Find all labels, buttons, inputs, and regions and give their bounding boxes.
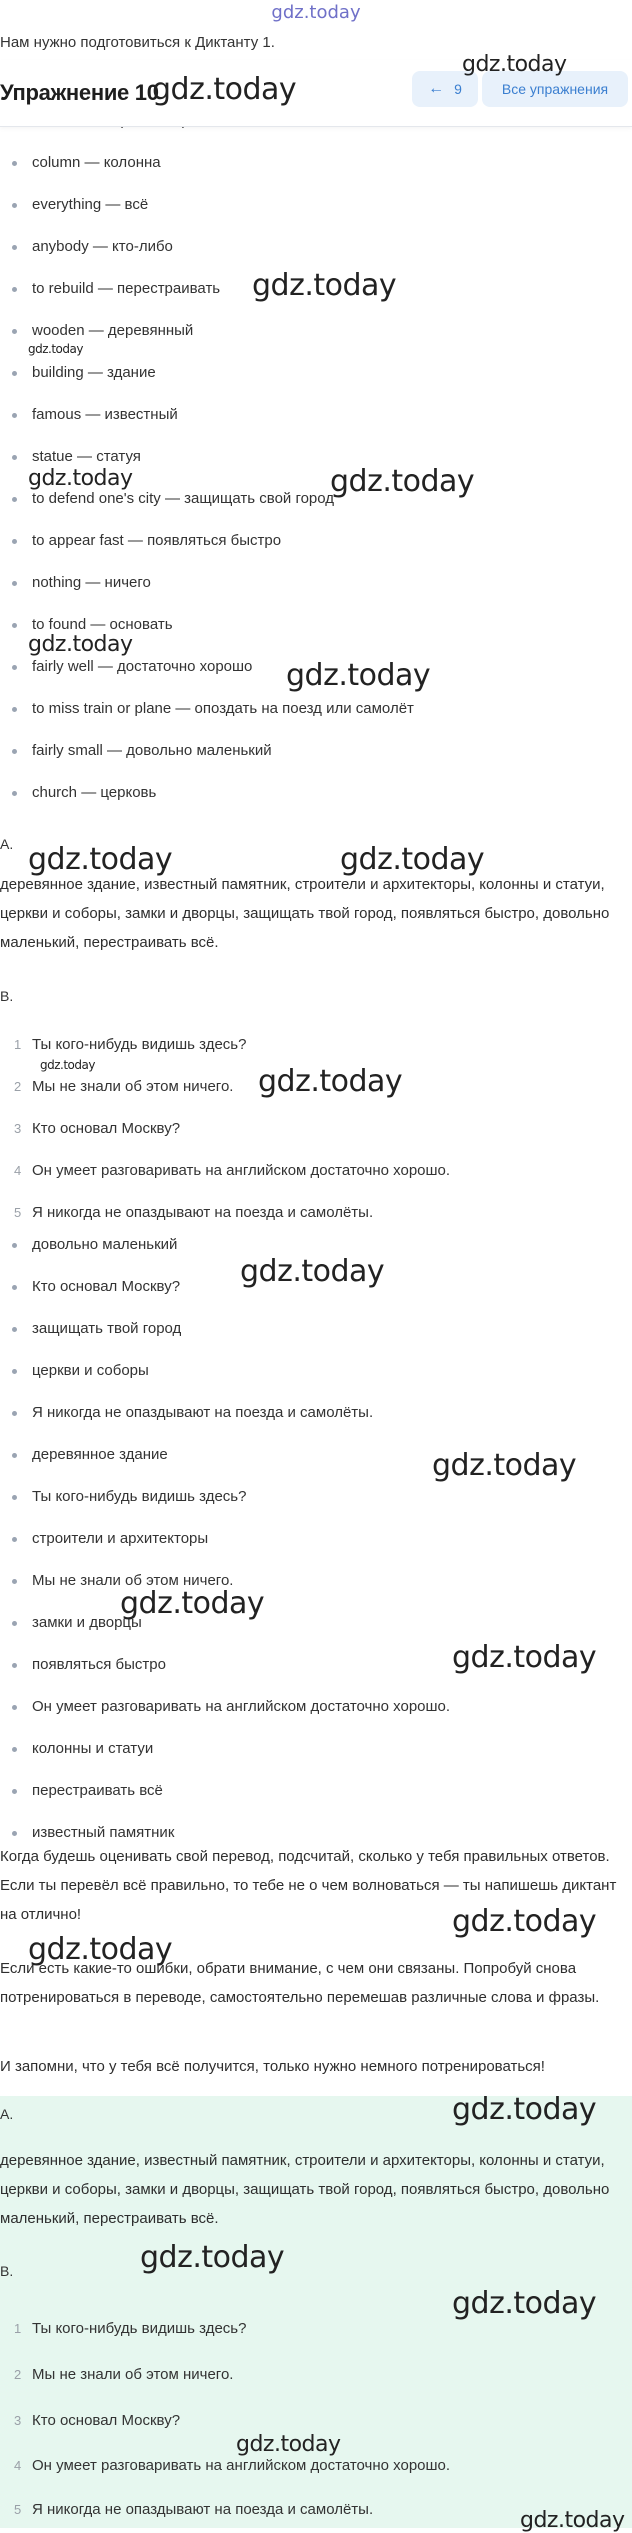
mixed-text: церкви и соборы — [32, 1362, 149, 1379]
mixed-text: Он умеет разговаривать на английском достаточно хорошо. — [32, 1698, 451, 1715]
bullet-dot — [12, 1243, 17, 1248]
vocab-text: to found — основать — [32, 616, 173, 633]
bullet-dot — [12, 1747, 17, 1752]
answer-sentence-number: 5 — [14, 2502, 22, 2517]
mixed-text: защищать твой город — [32, 1320, 182, 1337]
sentence-item — [14, 1078, 233, 1095]
watermark: gdz.today — [28, 1932, 173, 1967]
vocab-text: building — здание — [32, 364, 156, 381]
mixed-text: замки и дворцы — [32, 1614, 142, 1631]
sentence-number: 2 — [14, 1079, 22, 1094]
answer-sentence-number: 4 — [14, 2458, 22, 2473]
vocab-item — [14, 280, 220, 297]
vocab-text: famous — известный — [32, 406, 178, 423]
sentence-text: Мы не знали об этом ничего. — [32, 1078, 234, 1095]
bullet-dot — [12, 707, 17, 712]
vocab-item — [14, 364, 156, 381]
bullet-dot — [12, 1789, 17, 1794]
page-title: Упражнение 10 — [0, 80, 159, 105]
bullet-dot — [12, 1411, 17, 1416]
bullet-dot — [12, 245, 17, 250]
mixed-text: перестраивать всё — [32, 1782, 163, 1799]
vocab-text: statue — статуя — [32, 448, 141, 465]
answer-a-text: деревянное здание, известный памятник, строители и архитекторы, колонны и статуи, церкви и соборы, замки и дворцы, защищать твой город, появляться быстро, довольно маленький, перестраивать всё. — [0, 2152, 610, 2227]
bullet-dot — [12, 455, 17, 460]
sentence-text: Ты кого-нибудь видишь здесь? — [32, 1036, 247, 1053]
answer-sentence-text: Мы не знали об этом ничего. — [32, 2366, 234, 2383]
section-a-text: деревянное здание, известный памятник, строители и архитекторы, колонны и статуи, церкви и соборы, замки и дворцы, защищать твой город, появляться быстро, довольно маленький, перестраивать всё. — [0, 876, 610, 951]
answer-sentence-item — [14, 2320, 246, 2337]
tip-evaluate: Когда будешь оценивать свой перевод, подсчитай, сколько у тебя правильных ответов. Если ты перевёл всё правильно, то тебе не о чем волноваться — ты напишешь диктант на отлично! — [0, 1848, 617, 1923]
vocab-text: to miss train or plane — опоздать на поезд или самолёт — [32, 700, 414, 717]
watermark: gdz.today — [28, 842, 173, 877]
bullet-dot — [12, 371, 17, 376]
vocab-item — [14, 532, 281, 549]
watermark: gdz.today — [452, 2286, 597, 2321]
vocab-text: church — церковь — [32, 784, 157, 801]
sentence-number: 1 — [14, 1037, 22, 1052]
answer-sentence-item — [14, 2501, 373, 2518]
site-logo[interactable]: gdz.today — [271, 2, 361, 23]
mixed-item — [14, 1404, 373, 1421]
sentence-number: 3 — [14, 1121, 22, 1136]
watermark: gdz.today — [152, 72, 297, 107]
bullet-dot — [12, 623, 17, 628]
bullet-dot — [12, 329, 17, 334]
watermark: gdz.today — [452, 1904, 597, 1939]
answer-sentence-text: Он умеет разговаривать на английском достаточно хорошо. — [32, 2457, 451, 2474]
prev-exercise-number: 9 — [454, 81, 462, 97]
all-exercises-button[interactable]: Все упражнения — [482, 71, 628, 107]
answer-sentence-text: Ты кого-нибудь видишь здесь? — [32, 2320, 247, 2337]
watermark: gdz.today — [28, 466, 133, 491]
bullet-dot — [12, 161, 17, 166]
mixed-item — [14, 1362, 149, 1379]
bullet-dot — [12, 665, 17, 670]
vocab-item — [14, 574, 151, 591]
mixed-text: известный памятник — [32, 1824, 175, 1841]
vocab-item — [14, 784, 156, 801]
watermark: gdz.today — [258, 1064, 403, 1099]
watermark: gdz.today — [120, 1586, 265, 1621]
answer-sentence-number: 2 — [14, 2367, 22, 2382]
vocab-item — [14, 154, 161, 171]
vocab-item — [14, 406, 178, 423]
watermark: gdz.today — [330, 464, 475, 499]
answer-sentence-item — [14, 2366, 233, 2383]
watermark: gdz.today — [40, 1058, 95, 1072]
mixed-item — [14, 1782, 163, 1799]
sentence-item — [14, 1162, 450, 1179]
watermark: gdz.today — [286, 658, 431, 693]
mixed-item — [14, 1278, 180, 1295]
mixed-item — [14, 1824, 174, 1841]
mixed-text: появляться быстро — [32, 1656, 166, 1673]
answer-sentence-item — [14, 2457, 450, 2474]
vocab-text: to appear fast — появляться быстро — [32, 532, 282, 549]
sentence-item — [14, 1204, 373, 1221]
watermark: gdz.today — [252, 268, 397, 303]
bullet-dot — [12, 1831, 17, 1836]
vocab-text: wooden — деревянный — [32, 322, 194, 339]
watermark: gdz.today — [240, 1254, 385, 1289]
sentence-item — [14, 1036, 246, 1053]
section-a-label: A. — [0, 836, 14, 852]
vocab-text: column — колонна — [32, 154, 161, 171]
answer-b-label: B. — [0, 2263, 14, 2279]
bullet-dot — [12, 1453, 17, 1458]
bullet-dot — [12, 1579, 17, 1584]
mixed-item — [14, 1488, 246, 1505]
mixed-text: Ты кого-нибудь видишь здесь? — [32, 1488, 247, 1505]
answer-sentence-number: 1 — [14, 2321, 22, 2336]
mixed-item — [14, 1446, 168, 1463]
mixed-text: Кто основал Москву? — [32, 1278, 181, 1295]
watermark: gdz.today — [28, 632, 133, 657]
mixed-item — [14, 1320, 181, 1337]
mixed-text: колонны и статуи — [32, 1740, 154, 1757]
vocab-text: anybody — кто-либо — [32, 238, 173, 255]
answer-sentence-text: Кто основал Москву? — [32, 2412, 181, 2429]
mixed-item — [14, 1236, 177, 1253]
vocab-text: nothing — ничего — [32, 574, 151, 591]
answer-sentence-text: Я никогда не опаздывают на поезда и самолёты. — [32, 2501, 374, 2518]
vocab-text: fairly well — достаточно хорошо — [32, 658, 253, 675]
sentence-number: 4 — [14, 1163, 22, 1178]
bullet-dot — [12, 1369, 17, 1374]
sentence-text: Кто основал Москву? — [32, 1120, 181, 1137]
bullet-dot — [12, 1327, 17, 1332]
section-b-label: B. — [0, 988, 14, 1004]
bullet-dot — [12, 1621, 17, 1626]
arrow-left-icon: ← — [428, 80, 445, 97]
bullet-dot — [12, 1663, 17, 1668]
bullet-dot — [12, 1537, 17, 1542]
mixed-item — [14, 1740, 153, 1757]
bullet-dot — [12, 1705, 17, 1710]
vocab-text: to rebuild — перестраивать — [32, 280, 221, 297]
answer-sentence-number: 3 — [14, 2413, 22, 2428]
watermark: gdz.today — [452, 1640, 597, 1675]
bullet-dot — [12, 749, 17, 754]
bullet-dot — [12, 1495, 17, 1500]
bullet-dot — [12, 413, 17, 418]
mixed-text: довольно маленький — [32, 1236, 178, 1253]
vocab-item — [14, 490, 334, 507]
bullet-dot — [12, 287, 17, 292]
answer-sentence-item — [14, 2412, 180, 2429]
bullet-dot — [12, 1285, 17, 1290]
mixed-text: строители и архитекторы — [32, 1530, 209, 1547]
mixed-item — [14, 1698, 450, 1715]
vocab-text: to defend one's city — защищать свой город — [32, 490, 335, 507]
vocab-text: fairly small — довольно маленький — [32, 742, 272, 759]
vocab-item — [14, 448, 141, 465]
vocab-text: everything — всё — [32, 196, 149, 213]
mixed-text: Я никогда не опаздывают на поезда и самолёты. — [32, 1404, 374, 1421]
bullet-dot — [12, 581, 17, 586]
watermark: gdz.today — [340, 842, 485, 877]
watermark: gdz.today — [236, 2432, 341, 2457]
watermark: gdz.today — [140, 2240, 285, 2275]
bullet-dot — [12, 497, 17, 502]
watermark: gdz.today — [28, 342, 83, 356]
vocab-item — [14, 196, 148, 213]
watermark: gdz.today — [432, 1448, 577, 1483]
sentence-text: Я никогда не опаздывают на поезда и самолёты. — [32, 1204, 374, 1221]
mixed-item — [14, 1656, 166, 1673]
vocab-item — [14, 742, 272, 759]
sentence-item — [14, 1120, 180, 1137]
bullet-dot — [12, 539, 17, 544]
mixed-text: деревянное здание — [32, 1446, 168, 1463]
vocab-item — [14, 700, 414, 717]
mixed-item — [14, 1530, 208, 1547]
watermark: gdz.today — [462, 52, 567, 77]
vocab-item — [14, 658, 252, 675]
intro-text: Нам нужно подготовиться к Диктанту 1. — [0, 34, 275, 51]
watermark: gdz.today — [452, 2092, 597, 2127]
vocab-item — [14, 322, 193, 339]
sentence-number: 5 — [14, 1205, 22, 1220]
watermark: gdz.today — [520, 2508, 625, 2533]
answer-a-label: A. — [0, 2106, 14, 2122]
mixed-text: Мы не знали об этом ничего. — [32, 1572, 234, 1589]
bullet-dot — [12, 791, 17, 796]
bullet-dot — [12, 203, 17, 208]
vocab-item — [14, 616, 173, 633]
tip-practice: И запомни, что у тебя всё получится, только нужно немного потренироваться! — [0, 2058, 545, 2075]
vocab-item — [14, 238, 173, 255]
sentence-text: Он умеет разговаривать на английском достаточно хорошо. — [32, 1162, 451, 1179]
tip-errors: Если есть какие-то ошибки, обрати внимание, с чем они связаны. Попробуй снова потренироваться в переводе, самостоятельно перемешав различные слова и фразы. — [0, 1960, 600, 2006]
